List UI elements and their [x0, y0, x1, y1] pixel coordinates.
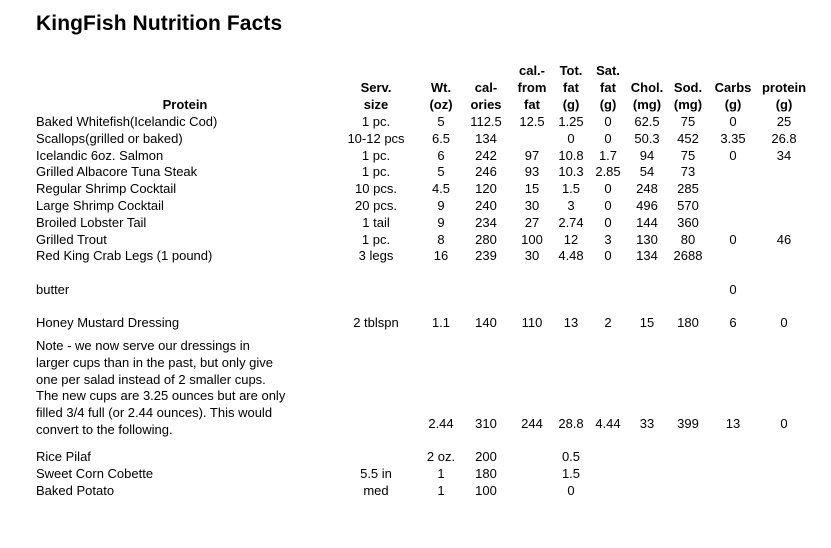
note-line: filled 3/4 full (or 2.44 ounces). This would — [36, 405, 273, 421]
cell-calfat: 12.5 — [519, 114, 545, 129]
header-carbs-1: Carbs — [714, 80, 752, 95]
cell-wt: 5 — [437, 164, 445, 179]
cell-totfat: 4.48 — [558, 248, 584, 263]
cell-serv: 10-12 pcs — [347, 131, 405, 146]
cell-wt: 5 — [437, 114, 445, 129]
header-serv-2: size — [363, 97, 389, 112]
cell-serv: 1 pc. — [361, 164, 391, 179]
cell-sod: 285 — [677, 181, 699, 196]
cell-sod: 570 — [677, 198, 699, 213]
cell-chol: 62.5 — [634, 114, 660, 129]
side-cell-cal: 200 — [475, 449, 497, 464]
header-protein-g-2: (g) — [775, 97, 793, 112]
cell-cal: 239 — [475, 248, 497, 263]
cell-totfat: 0 — [567, 131, 575, 146]
row-item-name: Scallops(grilled or baked) — [36, 131, 183, 146]
header-satfat-3: (g) — [599, 97, 617, 112]
header-wt-2: (oz) — [429, 97, 453, 112]
header-protein-g-1: protein — [761, 80, 807, 95]
cell-sod: 2688 — [673, 248, 703, 263]
side-cell-serv: med — [363, 483, 389, 498]
side-item-name: Rice Pilaf — [36, 449, 91, 464]
converted-carbs: 13 — [725, 416, 741, 431]
cell-wt: 6.5 — [431, 131, 451, 146]
header-sod-1: Sod. — [673, 80, 703, 95]
cell-wt: 4.5 — [431, 181, 451, 196]
cell-cal: 120 — [475, 181, 497, 196]
row-item-name: Large Shrimp Cocktail — [36, 198, 164, 213]
cell-totfat: 2.74 — [558, 215, 584, 230]
header-sod-2: (mg) — [673, 97, 703, 112]
note-line: Note - we now serve our dressings in — [36, 338, 250, 353]
dressing-calfat: 110 — [521, 315, 543, 330]
cell-chol: 130 — [636, 232, 658, 247]
header-serv-1: Serv. — [360, 80, 392, 95]
cell-sod: 73 — [680, 164, 696, 179]
side-item-name: Sweet Corn Cobette — [36, 466, 154, 481]
cell-serv: 1 pc. — [361, 148, 391, 163]
cell-totfat: 10.3 — [558, 164, 584, 179]
header-carbs-2: (g) — [724, 97, 742, 112]
cell-wt: 8 — [437, 232, 445, 247]
cell-satfat: 3 — [604, 232, 612, 247]
cell-sod: 75 — [680, 148, 696, 163]
cell-chol: 94 — [639, 148, 655, 163]
header-calfat-2: from — [517, 80, 547, 95]
cell-sod: 360 — [677, 215, 699, 230]
converted-protein: 0 — [780, 416, 788, 431]
converted-calfat: 244 — [521, 416, 543, 431]
row-item-name: Grilled Albacore Tuna Steak — [36, 164, 198, 179]
cell-sod: 452 — [677, 131, 699, 146]
dressing-chol: 15 — [639, 315, 655, 330]
cell-cal: 234 — [475, 215, 497, 230]
cell-serv: 20 pcs. — [355, 198, 397, 213]
cell-satfat: 2.85 — [595, 164, 621, 179]
note-line: larger cups than in the past, but only give — [36, 354, 274, 370]
header-protein: Protein — [162, 97, 208, 112]
header-totfat-3: (g) — [562, 97, 580, 112]
row-item-name: Regular Shrimp Cocktail — [36, 181, 177, 196]
dressing-carbs: 6 — [729, 315, 737, 330]
header-calfat-1: cal.- — [518, 63, 545, 78]
note-line: one per salad instead of 2 smaller cups. — [36, 371, 266, 387]
cell-calfat: 15 — [524, 181, 540, 196]
butter-carbs: 0 — [729, 282, 737, 297]
cell-satfat: 0 — [604, 181, 612, 196]
dressing-serv: 2 tblspn — [353, 315, 399, 330]
cell-satfat: 1.7 — [598, 148, 618, 163]
side-cell-wt: 1 — [437, 483, 445, 498]
converted-totfat: 28.8 — [558, 416, 584, 431]
header-cal-1: cal- — [474, 80, 498, 95]
header-satfat-1: Sat. — [596, 63, 620, 78]
cell-cal: 134 — [475, 131, 497, 146]
row-item-name: Icelandic 6oz. Salmon — [36, 148, 164, 163]
dressing-cal: 140 — [475, 315, 497, 330]
cell-chol: 496 — [636, 198, 658, 213]
cell-protein: 46 — [776, 232, 792, 247]
cell-serv: 10 pcs. — [355, 181, 397, 196]
cell-totfat: 1.5 — [561, 181, 581, 196]
note-line: convert to the following. — [36, 421, 173, 437]
dressing-note — [36, 338, 326, 439]
side-item-name: Baked Potato — [36, 483, 115, 498]
row-item-name: Red King Crab Legs (1 pound) — [36, 248, 213, 263]
cell-serv: 1 pc. — [361, 114, 391, 129]
dressing-label: Honey Mustard Dressing — [36, 315, 180, 330]
cell-chol: 50.3 — [634, 131, 660, 146]
row-item-name: Grilled Trout — [36, 232, 107, 247]
cell-cal: 246 — [475, 164, 497, 179]
cell-serv: 1 tail — [362, 215, 390, 230]
cell-calfat: 27 — [524, 215, 540, 230]
cell-serv: 3 legs — [358, 248, 394, 263]
converted-sod: 399 — [677, 416, 699, 431]
header-chol-1: Chol. — [630, 80, 664, 95]
cell-protein: 26.8 — [771, 131, 797, 146]
side-cell-totfat: 0.5 — [561, 449, 581, 464]
cell-totfat: 3 — [567, 198, 575, 213]
page-title: KingFish Nutrition Facts — [36, 12, 283, 35]
header-calfat-3: fat — [524, 97, 540, 112]
cell-calfat: 30 — [524, 198, 540, 213]
cell-wt: 9 — [437, 198, 445, 213]
cell-satfat: 0 — [604, 131, 612, 146]
cell-satfat: 0 — [604, 248, 612, 263]
dressing-totfat: 13 — [563, 315, 579, 330]
cell-wt: 16 — [433, 248, 449, 263]
side-cell-totfat: 0 — [567, 483, 575, 498]
cell-satfat: 0 — [604, 215, 612, 230]
header-totfat-1: Tot. — [559, 63, 583, 78]
cell-satfat: 0 — [604, 114, 612, 129]
header-wt-1: Wt. — [430, 80, 452, 95]
cell-cal: 112.5 — [470, 114, 502, 129]
cell-protein: 34 — [776, 148, 792, 163]
side-cell-cal: 100 — [475, 483, 497, 498]
side-cell-cal: 180 — [475, 466, 497, 481]
cell-calfat: 93 — [524, 164, 540, 179]
cell-chol: 134 — [636, 248, 658, 263]
cell-cal: 242 — [475, 148, 497, 163]
cell-calfat: 100 — [521, 232, 543, 247]
cell-cal: 240 — [475, 198, 497, 213]
converted-cal: 310 — [475, 416, 497, 431]
dressing-sod: 180 — [677, 315, 699, 330]
cell-serv: 1 pc. — [361, 232, 391, 247]
header-satfat-2: fat — [600, 80, 616, 95]
cell-chol: 54 — [639, 164, 655, 179]
side-cell-serv: 5.5 in — [360, 466, 392, 481]
converted-satfat: 4.44 — [595, 416, 621, 431]
cell-cal: 280 — [475, 232, 497, 247]
converted-chol: 33 — [639, 416, 655, 431]
cell-protein: 25 — [776, 114, 792, 129]
cell-totfat: 10.8 — [558, 148, 584, 163]
butter-label: butter — [36, 282, 70, 297]
cell-carbs: 0 — [729, 114, 737, 129]
cell-calfat: 30 — [524, 248, 540, 263]
dressing-protein: 0 — [780, 315, 788, 330]
side-cell-totfat: 1.5 — [561, 466, 581, 481]
row-item-name: Baked Whitefish(Icelandic Cod) — [36, 114, 218, 129]
side-cell-wt: 1 — [437, 466, 445, 481]
cell-carbs: 3.35 — [720, 131, 746, 146]
converted-wt: 2.44 — [428, 416, 454, 431]
header-totfat-2: fat — [563, 80, 579, 95]
cell-sod: 80 — [680, 232, 696, 247]
cell-chol: 248 — [636, 181, 658, 196]
cell-calfat: 97 — [524, 148, 540, 163]
header-chol-2: (mg) — [632, 97, 662, 112]
cell-carbs: 0 — [729, 148, 737, 163]
row-item-name: Broiled Lobster Tail — [36, 215, 147, 230]
note-line: The new cups are 3.25 ounces but are only — [36, 388, 286, 404]
cell-sod: 75 — [680, 114, 696, 129]
cell-totfat: 1.25 — [558, 114, 584, 129]
cell-wt: 9 — [437, 215, 445, 230]
dressing-wt: 1.1 — [431, 315, 451, 330]
dressing-satfat: 2 — [604, 315, 612, 330]
header-cal-2: ories — [470, 97, 502, 112]
cell-totfat: 12 — [563, 232, 579, 247]
cell-wt: 6 — [437, 148, 445, 163]
side-cell-wt: 2 oz. — [426, 449, 456, 464]
cell-chol: 144 — [636, 215, 658, 230]
cell-satfat: 0 — [604, 198, 612, 213]
cell-carbs: 0 — [729, 232, 737, 247]
